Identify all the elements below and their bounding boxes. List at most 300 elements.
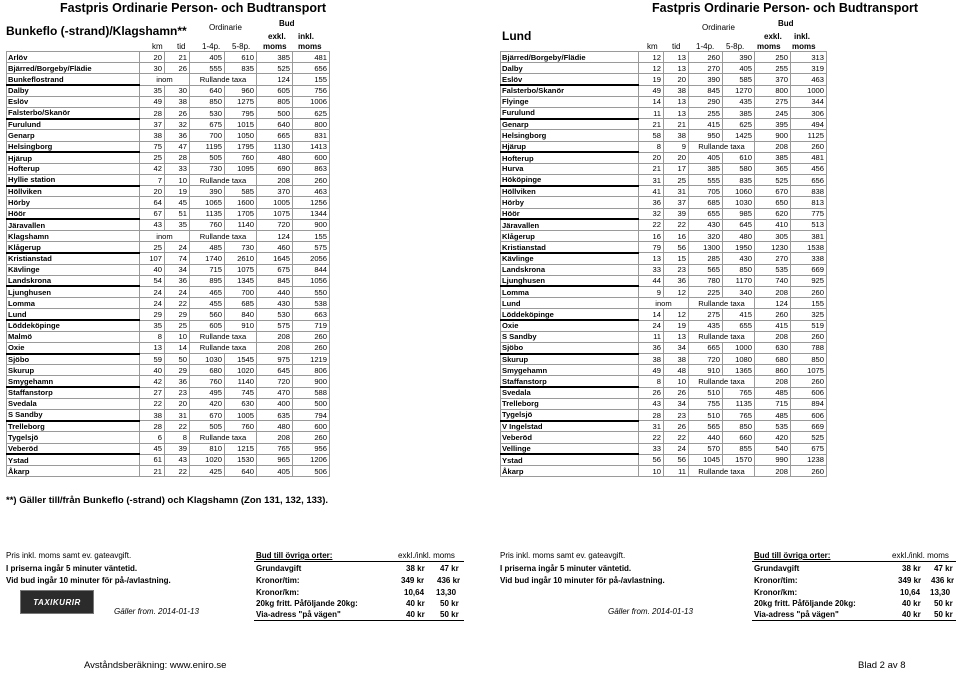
- cell-p58: 1020: [225, 365, 257, 376]
- table-row: [501, 331, 827, 342]
- cell-tid: 36: [165, 376, 190, 387]
- cell-km: 40: [140, 264, 165, 275]
- cell-km: 44: [639, 275, 664, 286]
- cell-name: Klågerup: [501, 231, 639, 242]
- info-right-km-exkl: 10,64: [900, 588, 921, 597]
- cell-km: 33: [639, 264, 664, 275]
- cell-tid: 23: [165, 387, 190, 398]
- cell-p14: Rullande taxa: [190, 175, 257, 186]
- cell-name: Oxie: [7, 342, 140, 353]
- cell-p14: 390: [190, 186, 225, 197]
- table-row: [7, 421, 330, 432]
- cell-km: 19: [639, 74, 664, 85]
- cell-km: 24: [639, 320, 664, 331]
- cell-p58: 390: [723, 52, 755, 63]
- cell-inkl: 260: [791, 141, 827, 152]
- cell-km: 11: [639, 107, 664, 118]
- table-row: [7, 186, 330, 197]
- cell-inkl: 319: [791, 63, 827, 74]
- cell-name: Åkarp: [7, 465, 140, 476]
- cell-p14: 730: [190, 163, 225, 174]
- table-row: [7, 376, 330, 387]
- cell-km: 28: [140, 421, 165, 432]
- cell-km: 12: [639, 52, 664, 63]
- cell-p14: Rullande taxa: [190, 331, 257, 342]
- cell-p14: 755: [689, 398, 723, 409]
- left-hdr-5-8p: 5-8p.: [232, 42, 251, 51]
- cell-p58: 1600: [225, 197, 257, 208]
- right-origin-title: Lund: [502, 29, 532, 43]
- cell-inkl: 956: [293, 443, 330, 454]
- cell-name: Bunkeflostrand: [7, 74, 140, 85]
- table-row: [501, 264, 827, 275]
- cell-inkl: 663: [293, 309, 330, 320]
- info-right-km-inkl: 13,30: [930, 588, 951, 597]
- cell-tid: 23: [664, 410, 689, 421]
- cell-inkl: 463: [791, 74, 827, 85]
- cell-p14: 435: [689, 320, 723, 331]
- table-row: [501, 398, 827, 409]
- cell-tid: 13: [664, 63, 689, 74]
- table-row: [7, 175, 330, 186]
- cell-exkl: 900: [755, 130, 791, 141]
- cell-name: Eslöv: [7, 96, 140, 107]
- cell-tid: 22: [165, 465, 190, 476]
- cell-p14: 320: [689, 231, 723, 242]
- cell-tid: 19: [664, 320, 689, 331]
- cell-name: Klågerup: [7, 242, 140, 253]
- table-row: [501, 432, 827, 443]
- info-right-pris: Pris inkl. moms samt ev. gateavgift.: [500, 551, 626, 560]
- zone-note: **) Gäller till/från Bunkeflo (-strand) och Klagshamn (Zon 131, 132, 133).: [6, 495, 329, 506]
- cell-exkl: 665: [257, 130, 293, 141]
- cell-inkl: 260: [293, 175, 330, 186]
- cell-p58: 1060: [723, 186, 755, 197]
- table-row: [7, 208, 330, 219]
- cell-tid: 39: [664, 208, 689, 219]
- cell-km: 64: [140, 197, 165, 208]
- cell-p14: Rullande taxa: [190, 74, 257, 85]
- info-left-fritt-exkl: 40 kr: [406, 599, 425, 608]
- cell-km: 22: [639, 432, 664, 443]
- cell-exkl: 400: [257, 398, 293, 409]
- cell-tid: 17: [664, 163, 689, 174]
- cell-p58: 1545: [225, 354, 257, 365]
- info-right-grund-inkl: 47 kr: [934, 564, 953, 573]
- cell-inkl: 155: [293, 231, 330, 242]
- cell-p58: 625: [723, 119, 755, 130]
- cell-p14: 760: [190, 376, 225, 387]
- cell-exkl: 385: [755, 152, 791, 163]
- info-right-divider-1: [752, 561, 956, 562]
- cell-name: Skurup: [501, 354, 639, 365]
- cell-tid: 45: [165, 197, 190, 208]
- table-row: [501, 130, 827, 141]
- cell-exkl: 208: [257, 432, 293, 443]
- cell-p14: 780: [689, 275, 723, 286]
- cell-inkl: 494: [791, 119, 827, 130]
- cell-p58: 1015: [225, 119, 257, 130]
- left-hdr-tid: tid: [177, 42, 186, 51]
- table-row: [7, 52, 330, 63]
- cell-p58: 415: [723, 309, 755, 320]
- cell-p14: 910: [689, 365, 723, 376]
- cell-name: Lund: [501, 298, 639, 309]
- info-right-bud-title: Bud till övriga orter:: [754, 551, 831, 560]
- cell-exkl: 395: [755, 119, 791, 130]
- info-right-valid: Gäller from. 2014-01-13: [608, 607, 693, 616]
- cell-km: 43: [140, 219, 165, 230]
- table-row: [7, 286, 330, 297]
- cell-tid: 8: [165, 432, 190, 443]
- cell-inkl: 1000: [791, 85, 827, 96]
- cell-name: Staffanstorp: [501, 376, 639, 387]
- cell-p14: 700: [190, 130, 225, 141]
- cell-p14: 655: [689, 208, 723, 219]
- cell-exkl: 620: [755, 208, 791, 219]
- cell-inkl: 669: [791, 264, 827, 275]
- cell-km: 40: [140, 365, 165, 376]
- cell-exkl: 208: [755, 286, 791, 297]
- cell-p14: Rullande taxa: [190, 231, 257, 242]
- cell-exkl: 965: [257, 454, 293, 465]
- cell-km: 25: [140, 152, 165, 163]
- cell-km: 59: [140, 354, 165, 365]
- cell-exkl: 715: [755, 398, 791, 409]
- cell-inkl: 656: [791, 175, 827, 186]
- info-right-via-label: Via-adress "på vägen": [754, 610, 839, 619]
- cell-exkl: 675: [257, 264, 293, 275]
- cell-exkl: 720: [257, 376, 293, 387]
- table-row: [501, 186, 827, 197]
- cell-p58: 1000: [723, 342, 755, 353]
- cell-tid: 15: [664, 253, 689, 264]
- cell-km: 21: [639, 163, 664, 174]
- cell-exkl: 470: [257, 387, 293, 398]
- cell-inkl: 481: [791, 152, 827, 163]
- cell-exkl: 430: [257, 298, 293, 309]
- cell-p14: 715: [190, 264, 225, 275]
- cell-tid: 51: [165, 208, 190, 219]
- taxikurir-logo: [20, 590, 94, 614]
- cell-p58: 435: [723, 96, 755, 107]
- cell-km: inom: [639, 298, 689, 309]
- cell-p58: 1030: [723, 197, 755, 208]
- cell-exkl: 208: [755, 376, 791, 387]
- cell-p14: 225: [689, 286, 723, 297]
- cell-km: 20: [140, 52, 165, 63]
- cell-tid: 26: [165, 107, 190, 118]
- info-right-fritt-label: 20kg fritt. Påföljande 20kg:: [754, 599, 856, 608]
- cell-p58: 1095: [225, 163, 257, 174]
- cell-name: Hjärup: [7, 152, 140, 163]
- cell-p58: 840: [225, 309, 257, 320]
- cell-inkl: 313: [791, 52, 827, 63]
- cell-p14: 405: [689, 152, 723, 163]
- table-row: [501, 163, 827, 174]
- info-left-tim-exkl: 349 kr: [401, 576, 425, 585]
- cell-p14: 465: [190, 286, 225, 297]
- cell-p14: 495: [190, 387, 225, 398]
- cell-p14: 760: [190, 219, 225, 230]
- cell-name: Genarp: [501, 119, 639, 130]
- cell-exkl: 275: [755, 96, 791, 107]
- cell-exkl: 650: [755, 197, 791, 208]
- info-right-grund-label: Grundavgift: [754, 564, 800, 573]
- cell-tid: 32: [165, 119, 190, 130]
- cell-inkl: 900: [293, 376, 330, 387]
- info-left-tim-label: Kronor/tim:: [256, 576, 300, 585]
- cell-name: Ljunghusen: [7, 286, 140, 297]
- cell-p14: 950: [689, 130, 723, 141]
- cell-p14: 1065: [190, 197, 225, 208]
- cell-p58: 1705: [225, 208, 257, 219]
- cell-p14: 560: [190, 309, 225, 320]
- cell-inkl: 1219: [293, 354, 330, 365]
- cell-p58: 1005: [225, 410, 257, 421]
- cell-tid: 47: [165, 141, 190, 152]
- cell-name: Oxie: [501, 320, 639, 331]
- cell-p58: 1275: [225, 96, 257, 107]
- cell-p14: 1300: [689, 242, 723, 253]
- cell-p58: 655: [723, 320, 755, 331]
- cell-tid: 13: [664, 52, 689, 63]
- cell-p58: 985: [723, 208, 755, 219]
- cell-name: Bjärred/Borgeby/Flädie: [501, 52, 639, 63]
- cell-inkl: 500: [293, 398, 330, 409]
- cell-name: Furulund: [501, 107, 639, 118]
- cell-p14: 845: [689, 85, 723, 96]
- cell-p14: Rullande taxa: [689, 465, 755, 476]
- table-row: [7, 354, 330, 365]
- cell-km: 79: [639, 242, 664, 253]
- cell-exkl: 765: [257, 443, 293, 454]
- cell-inkl: 806: [293, 365, 330, 376]
- cell-tid: 24: [165, 286, 190, 297]
- cell-name: Hyllie station: [7, 175, 140, 186]
- cell-exkl: 805: [257, 96, 293, 107]
- cell-tid: 21: [165, 52, 190, 63]
- cell-inkl: 538: [293, 298, 330, 309]
- cell-km: 32: [639, 208, 664, 219]
- cell-inkl: 525: [791, 432, 827, 443]
- cell-name: Höör: [7, 208, 140, 219]
- info-left-via-inkl: 50 kr: [440, 610, 459, 619]
- info-left-km-exkl: 10,64: [404, 588, 425, 597]
- table-row: [7, 465, 330, 476]
- cell-inkl: 513: [791, 219, 827, 230]
- cell-exkl: 370: [257, 186, 293, 197]
- cell-p14: 705: [689, 186, 723, 197]
- table-row: [501, 152, 827, 163]
- cell-tid: 14: [165, 342, 190, 353]
- cell-p14: 430: [689, 219, 723, 230]
- cell-exkl: 208: [755, 141, 791, 152]
- cell-p14: 485: [190, 242, 225, 253]
- cell-name: Landskrona: [501, 264, 639, 275]
- cell-inkl: 844: [293, 264, 330, 275]
- cell-inkl: 456: [791, 163, 827, 174]
- cell-exkl: 480: [257, 421, 293, 432]
- cell-name: Sjöbo: [7, 354, 140, 365]
- cell-name: Löddeköpinge: [7, 320, 140, 331]
- cell-name: Bjärred/Borgeby/Flädie: [7, 63, 140, 74]
- table-row: [7, 63, 330, 74]
- cell-inkl: 2056: [293, 253, 330, 264]
- cell-tid: 29: [165, 365, 190, 376]
- cell-p14: 510: [689, 410, 723, 421]
- footer-distance-link[interactable]: Avståndsberäkning: www.eniro.se: [84, 660, 227, 671]
- table-row: [7, 242, 330, 253]
- info-left-km-inkl: 13,30: [436, 588, 457, 597]
- table-row: [7, 342, 330, 353]
- cell-exkl: 208: [755, 465, 791, 476]
- cell-exkl: 990: [755, 454, 791, 465]
- cell-p14: 385: [689, 163, 723, 174]
- table-row: [501, 242, 827, 253]
- table-row: [7, 253, 330, 264]
- cell-p58: 610: [225, 52, 257, 63]
- cell-name: Kävlinge: [501, 253, 639, 264]
- cell-inkl: 588: [293, 387, 330, 398]
- cell-km: 22: [639, 219, 664, 230]
- cell-name: Löddeköpinge: [501, 309, 639, 320]
- cell-name: Höllviken: [501, 186, 639, 197]
- cell-km: 26: [639, 387, 664, 398]
- cell-km: 54: [140, 275, 165, 286]
- cell-exkl: 124: [257, 231, 293, 242]
- cell-name: Svedala: [7, 398, 140, 409]
- cell-tid: 20: [165, 398, 190, 409]
- cell-inkl: 925: [791, 275, 827, 286]
- cell-exkl: 305: [755, 231, 791, 242]
- cell-exkl: 208: [755, 331, 791, 342]
- cell-tid: 25: [664, 175, 689, 186]
- info-left-tim-inkl: 436 kr: [437, 576, 461, 585]
- cell-exkl: 1075: [257, 208, 293, 219]
- cell-p14: 285: [689, 253, 723, 264]
- cell-name: Svedala: [501, 387, 639, 398]
- cell-km: 45: [140, 443, 165, 454]
- cell-p58: 630: [225, 398, 257, 409]
- cell-exkl: 525: [755, 175, 791, 186]
- cell-inkl: 260: [791, 286, 827, 297]
- table-row: [7, 152, 330, 163]
- cell-p58: 1345: [225, 275, 257, 286]
- cell-km: 30: [140, 63, 165, 74]
- cell-km: 31: [639, 175, 664, 186]
- cell-exkl: 245: [755, 107, 791, 118]
- cell-inkl: 260: [293, 432, 330, 443]
- cell-exkl: 860: [755, 365, 791, 376]
- cell-exkl: 635: [257, 410, 293, 421]
- cell-inkl: 155: [791, 298, 827, 309]
- cell-name: Kävlinge: [7, 264, 140, 275]
- cell-km: 37: [140, 119, 165, 130]
- cell-inkl: 260: [791, 465, 827, 476]
- cell-p58: 760: [225, 421, 257, 432]
- info-right-bud: Vid bud ingår 10 minuter för på-/avlastning.: [500, 576, 665, 585]
- cell-tid: 34: [664, 342, 689, 353]
- cell-p14: 685: [689, 197, 723, 208]
- cell-exkl: 255: [755, 63, 791, 74]
- cell-p58: 430: [723, 253, 755, 264]
- right-hdr-moms-exkl: moms: [757, 42, 781, 51]
- table-row: [501, 141, 827, 152]
- cell-exkl: 670: [755, 186, 791, 197]
- cell-p14: 455: [190, 298, 225, 309]
- cell-p14: 555: [190, 63, 225, 74]
- table-row: [7, 365, 330, 376]
- cell-p14: 570: [689, 443, 723, 454]
- cell-p14: 555: [689, 175, 723, 186]
- cell-km: 9: [639, 286, 664, 297]
- table-row: [7, 320, 330, 331]
- cell-exkl: 208: [257, 175, 293, 186]
- cell-tid: 23: [664, 264, 689, 275]
- info-right-via-inkl: 50 kr: [934, 610, 953, 619]
- cell-tid: 33: [165, 163, 190, 174]
- cell-name: Arlöv: [7, 52, 140, 63]
- right-hdr-km: km: [647, 42, 658, 51]
- cell-inkl: 260: [791, 331, 827, 342]
- cell-inkl: 1344: [293, 208, 330, 219]
- cell-name: Hörby: [501, 197, 639, 208]
- cell-exkl: 800: [755, 85, 791, 96]
- cell-p58: 1140: [225, 219, 257, 230]
- cell-inkl: 519: [791, 320, 827, 331]
- cell-name: Tygelsjö: [501, 410, 639, 421]
- cell-inkl: 506: [293, 465, 330, 476]
- cell-km: inom: [140, 231, 190, 242]
- cell-km: 49: [140, 96, 165, 107]
- cell-exkl: 124: [257, 74, 293, 85]
- table-row: [7, 387, 330, 398]
- table-row: [501, 320, 827, 331]
- cell-inkl: 625: [293, 107, 330, 118]
- cell-p14: 675: [190, 119, 225, 130]
- cell-name: Klagshamn: [7, 231, 140, 242]
- cell-p58: 760: [225, 152, 257, 163]
- cell-tid: 29: [165, 309, 190, 320]
- cell-tid: 50: [165, 354, 190, 365]
- cell-inkl: 306: [791, 107, 827, 118]
- cell-exkl: 405: [257, 465, 293, 476]
- cell-km: 28: [140, 107, 165, 118]
- cell-p58: 765: [723, 410, 755, 421]
- cell-p14: 1030: [190, 354, 225, 365]
- cell-inkl: 1125: [791, 130, 827, 141]
- cell-tid: 24: [165, 242, 190, 253]
- cell-tid: 38: [664, 130, 689, 141]
- cell-name: Sjöbo: [501, 342, 639, 353]
- cell-km: 61: [140, 454, 165, 465]
- cell-inkl: 794: [293, 410, 330, 421]
- cell-inkl: 325: [791, 309, 827, 320]
- cell-inkl: 719: [293, 320, 330, 331]
- cell-tid: 31: [664, 186, 689, 197]
- cell-name: Ystad: [501, 454, 639, 465]
- cell-inkl: 344: [791, 96, 827, 107]
- cell-p58: 385: [723, 107, 755, 118]
- cell-name: Veberöd: [7, 443, 140, 454]
- cell-name: Höör: [501, 208, 639, 219]
- left-hdr-km: km: [152, 42, 163, 51]
- cell-km: 33: [639, 443, 664, 454]
- cell-tid: 28: [165, 152, 190, 163]
- cell-p14: 1135: [190, 208, 225, 219]
- info-left-divider-1: [254, 561, 464, 562]
